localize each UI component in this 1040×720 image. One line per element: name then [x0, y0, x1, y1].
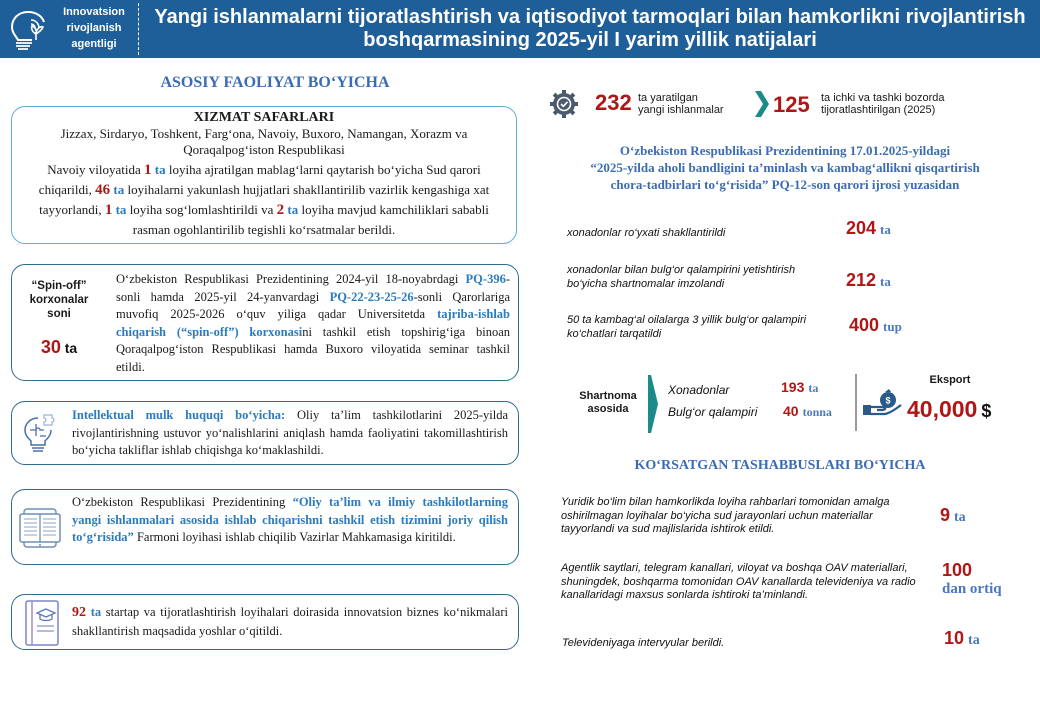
spinoff-label: “Spin-off” korxonalar soni — [29, 280, 89, 320]
startup-card — [11, 594, 519, 650]
decree-card — [11, 489, 519, 565]
kpi-commercialized-value: 125 — [773, 92, 810, 117]
contract-row-value: 193 ta — [781, 379, 819, 395]
initiative-text: Televideniyaga intervyular berildi. — [562, 637, 725, 649]
travel-regions: Jizzax, Sirdaryo, Toshkent, Farg‘ona, Navoiy, Buxoro, Namangan, Xorazm va Qoraqalpog‘iston Respublikasi — [60, 126, 468, 157]
stat-text: xonadonlar ro‘yxati shakllantirildi — [567, 227, 726, 239]
section-title-initiatives: KO‘RSATGAN TASHABBUSLARI BO‘YICHA — [634, 458, 926, 473]
header-divider — [138, 3, 139, 55]
ip-card — [11, 401, 519, 465]
gear-check-icon — [549, 89, 579, 119]
org-name: Innovatsion rivojlanish agentligi — [63, 6, 125, 50]
puzzle-lightbulb-icon — [22, 412, 60, 454]
export-label: Eksport — [929, 374, 971, 386]
contract-row-value: 40 tonna — [783, 403, 832, 419]
lightbulb-plant-icon — [6, 6, 52, 52]
kpi-commercialized-label: ta ichki va tashki bozorda tijoratlashtirilgan (2025) — [821, 92, 945, 116]
ip-text: Intellektual mulk huquqi bo‘yicha: Oliy ta’lim tashkilotlarini 2025-yilda rivojlantirishning ustuvor yo‘nalishlarini aniqlash hamda faoliyatini takomillashtirish bo‘yicha takliflar ishlab chiqishga ko‘maklashildi. — [72, 408, 508, 457]
kpi-developments-value: 232 — [595, 90, 632, 115]
stat-value: 212 ta — [846, 270, 891, 290]
stat-value: 400 tup — [849, 315, 902, 335]
page-title: Yangi ishlanmalarni tijoratlashtirish va iqtisodiyot tarmoqlari bilan hamkorlikni rivojlantirish boshqarmasining 2025-yil I yarim yillik natijalari — [154, 6, 1026, 51]
section-title-main-activity: ASOSIY FAOLIYAT BO‘YICHA — [160, 74, 390, 91]
travel-title: XIZMAT SAFARLARI — [193, 110, 335, 125]
initiative-value: 10 ta — [944, 628, 980, 648]
initiative-value: 9 ta — [940, 505, 966, 525]
spinoff-card — [11, 264, 519, 381]
chevron-right-icon — [755, 91, 769, 117]
header-banner — [0, 0, 1040, 58]
spinoff-count: 30 ta — [40, 337, 78, 357]
pq12-decree-title: O‘zbekiston Respublikasi Prezidentining 17.01.2025-yildagi “2025-yilda aholi bandligini ta’minlash va kambag‘allikni qisqartirish chora-tadbirlari to‘g‘risida” PQ-12-son qarori ijrosi yuzasidan — [590, 143, 980, 192]
stat-text: 50 ta kambag‘al oilalarga 3 yillik bulg‘or qalampiri ko‘chatlari tarqatildi — [567, 314, 807, 340]
export-divider — [855, 374, 857, 431]
contract-row-label: Xonadonlar — [668, 383, 730, 397]
stat-text: xonadonlar bilan bulg‘or qalampirini yetishtirish bo‘yicha shartnomalar imzolandi — [567, 264, 796, 290]
open-book-tablet-icon — [18, 506, 62, 550]
contract-label: Shartnoma asosida — [579, 390, 637, 415]
bracket-arrow-icon — [648, 375, 658, 433]
svg-text:$: $ — [885, 395, 891, 406]
spinoff-text: O‘zbekiston Respublikasi Prezidentining 2024-yil 18-noyabrdagi PQ-396-sonli hamda 2025-yil 24-yanvardagi PQ-22-23-25-26-sonli Qarorlariga muvofiq 2025-2026 o‘quv yiliga qadar Universitetda tajriba-ishlab chiqarish (“spin-off”) korxonasini tashkil etish topshirig‘iga binoan Qoraqalpog‘iston Respublikasi hamda Buxoro viloyatida seminar tashkil etildi. — [116, 272, 510, 374]
decree-text: O‘zbekiston Respublikasi Prezidentining “Oliy ta’lim va ilmiy tashkilotlarning yangi ishlanmalari asosida ishlab chiqarishni tashkil etish tizimini joriy qilish to‘g‘risida” Farmoni loyihasi ishlab chiqilib Vazirlar Mahkamasiga kiritildi. — [72, 495, 508, 544]
stat-value: 204 ta — [846, 218, 891, 238]
export-value: 40,000 $ — [907, 396, 992, 422]
travel-summary: Navoiy viloyatida 1 ta loyiha ajratilgan mablag‘larni qaytarish bo‘yicha Sud qarori chiqarildi, 46 ta loyihalarni yakunlash hujjatlari shakllantirilib vazirlik kengashiga xat tayyorlandi, 1 ta loyiha sog‘lomlashtirildi va 2 ta loyiha mavjud kamchiliklari sababli rasman ogohlantirilib tegishli ko‘rsatmalar berildi. — [38, 162, 490, 237]
graduation-book-icon — [24, 599, 60, 647]
initiative-text: Yuridik bo‘lim bilan hamkorlikda loyiha rahbarlari tomonidan amalga oshirilmagan loyihalar bo‘yicha sud jarayonlari uchun materiallar tayyorlandi va sud majlislarida ishtirok etildi. — [561, 496, 890, 535]
startup-text: 92 ta startap va tijoratlashtirish loyihalari doirasida innovatsion biznes ko‘nikmalari shakllantirish maqsadida yoshlar o‘qitildi. — [72, 605, 508, 638]
initiative-text: Agentlik saytlari, telegram kanallari, viloyat va boshqa OAV materiallari, shuningdek, boshqarma tomonidan OAV kanallarda televideniya va radio kanallaridagi maxsus sonlarda ishtiroki ta’minlandi. — [561, 562, 916, 601]
travel-card — [11, 106, 517, 244]
hand-money-bag-icon — [863, 388, 903, 416]
contract-row-label: Bulg‘or qalampiri — [668, 405, 758, 419]
initiative-value: 100 dan ortiq — [942, 560, 1002, 597]
kpi-developments-label: ta yaratilgan yangi ishlanmalar — [638, 92, 724, 116]
